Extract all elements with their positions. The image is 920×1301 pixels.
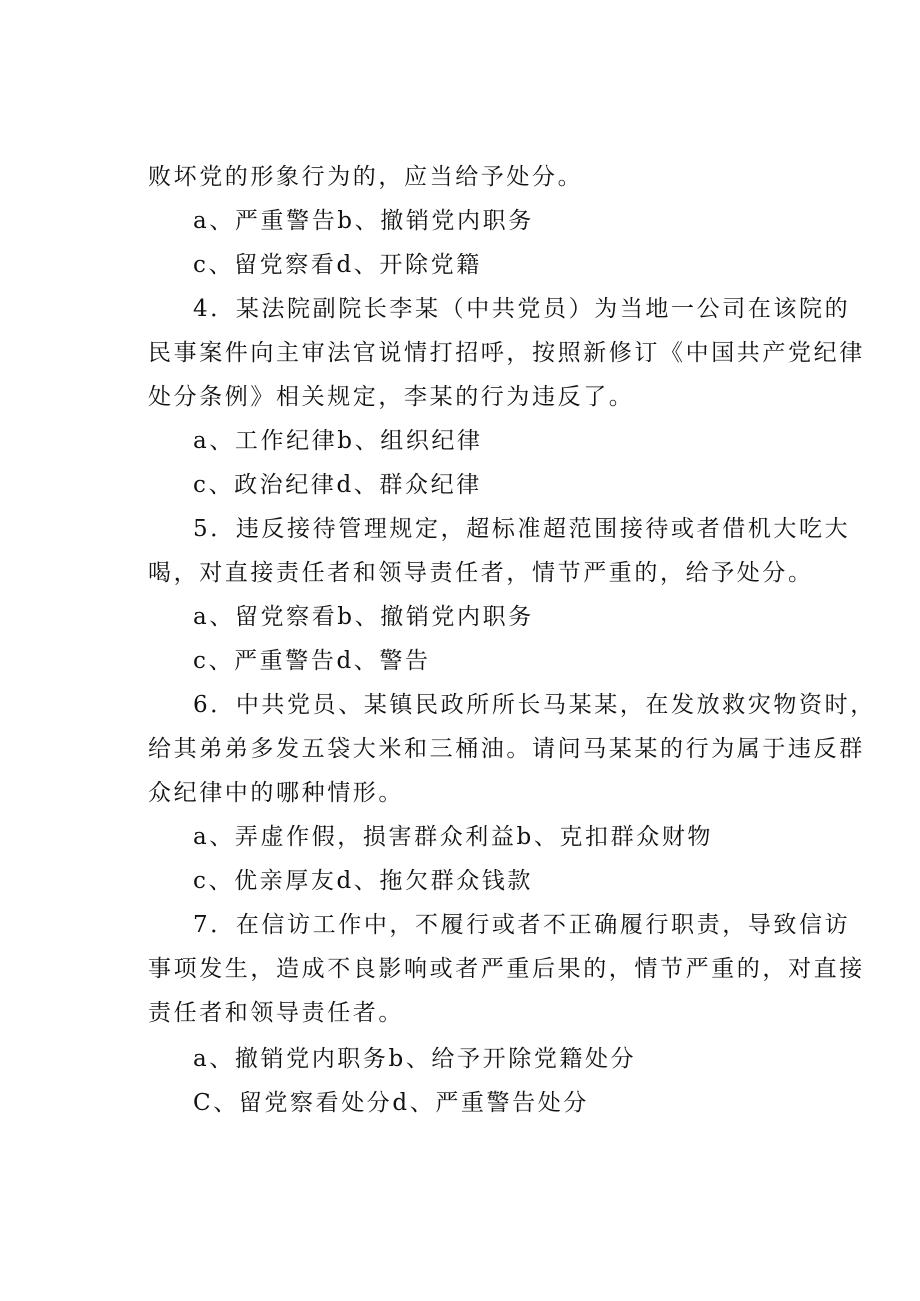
question-5-text: 5．违反接待管理规定，超标准超范围接待或者借机大吃大 [193, 516, 851, 542]
text-line: 众纪律中的哪种情形。 [148, 780, 404, 806]
option-line: a、留党察看b、撤销党内职务 [193, 604, 534, 630]
option-line: c、政治纪律d、群众纪律 [193, 472, 482, 498]
option-line: c、优亲厚友d、拖欠群众钱款 [193, 868, 534, 894]
option-line: c、留党察看d、开除党籍 [193, 252, 482, 278]
text-line: 处分条例》相关规定，李某的行为违反了。 [148, 384, 635, 410]
text-line: 责任者和领导责任者。 [148, 1000, 404, 1026]
option-line: a、严重警告b、撤销党内职务 [193, 208, 534, 234]
question-7-text: 7．在信访工作中，不履行或者不正确履行职责，导致信访 [193, 912, 851, 938]
text-line: 事项发生，造成不良影响或者严重后果的，情节严重的，对直接 [148, 956, 865, 982]
question-4-text: 4．某法院副院长李某（中共党员）为当地一公司在该院的 [193, 296, 851, 322]
option-line: a、工作纪律b、组织纪律 [193, 428, 483, 454]
option-line: a、撤销党内职务b、给予开除党籍处分 [193, 1046, 637, 1072]
text-line: 民事案件向主审法官说情打招呼，按照新修订《中国共产党纪律 [148, 340, 865, 366]
option-line: c、严重警告d、警告 [193, 648, 431, 674]
text-line: 给其弟弟多发五袋大米和三桶油。请问马某某的行为属于违反群 [148, 736, 865, 762]
option-line: a、弄虚作假，损害群众利益b、克扣群众财物 [193, 824, 714, 850]
text-line: 败坏党的形象行为的，应当给予处分。 [148, 164, 584, 190]
question-6-text: 6．中共党员、某镇民政所所长马某某，在发放救灾物资时， [193, 692, 876, 718]
text-line: 喝，对直接责任者和领导责任者，情节严重的，给予处分。 [148, 560, 814, 586]
option-line: C、留党察看处分d、严重警告处分 [193, 1090, 589, 1116]
